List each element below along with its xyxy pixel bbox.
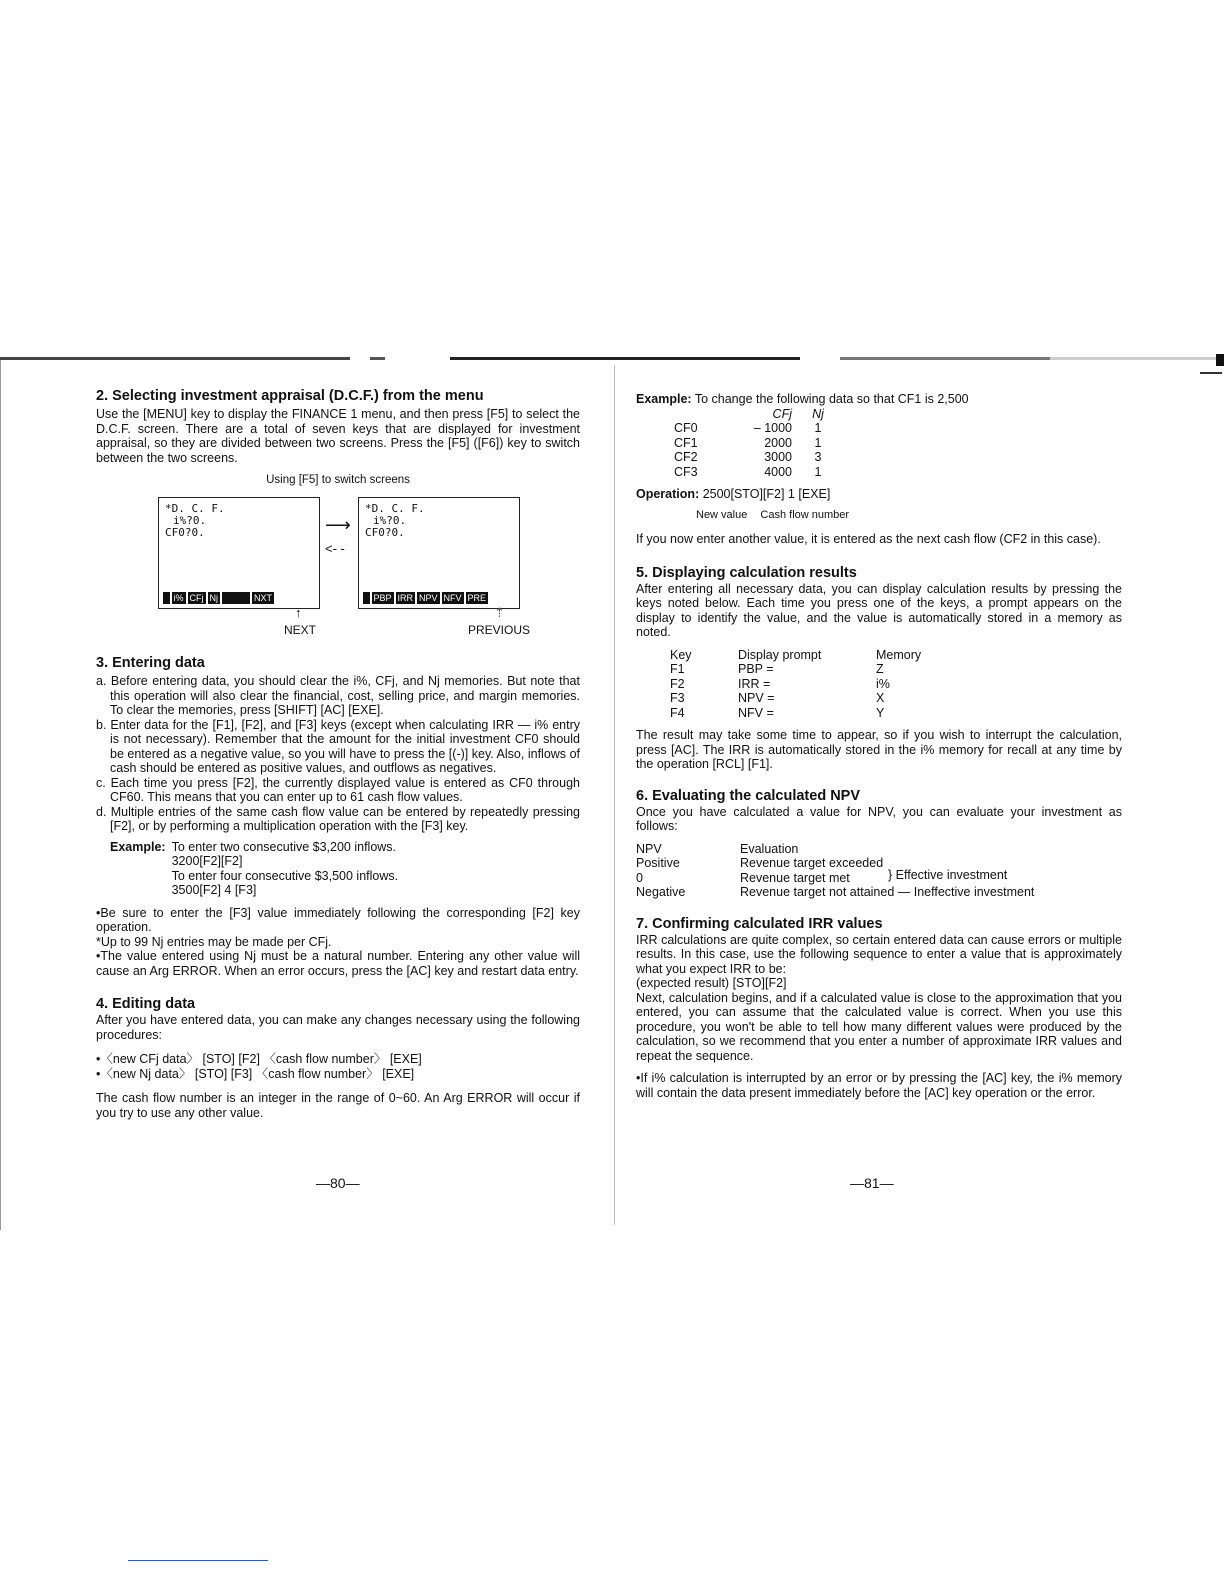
example-1: To enter two consecutive $3,200 inflows. xyxy=(171,839,397,854)
s7-op: (expected result) [STO][F2] xyxy=(636,976,787,990)
new-value-label: New value xyxy=(696,508,748,521)
arrow-left-dashed-icon: <- - xyxy=(325,541,345,556)
s7-note: •If i% calculation is interrupted by an error or by pressing the [AC] key, the i% memory will contain the data present immediately before the [AC] key operation or the error. xyxy=(636,1071,1122,1100)
previous-label: PREVIOUS xyxy=(468,623,531,637)
memory-cell: X xyxy=(876,691,885,705)
npv-cell: Positive xyxy=(636,856,680,870)
prompt-cell: IRR = xyxy=(738,676,771,691)
prompt-cell: NFV = xyxy=(738,705,774,720)
softkey-blank xyxy=(222,592,250,604)
s7-body-2: Next, calculation begins, and if a calculated value is close to the approximation that you entered, you can assume that the calculated value is correct. When you use this procedure, you won't be able to tell how many different values were produced by the calculation, so we recommend that you enter a number of approximate IRR values and repeat the sequence. xyxy=(636,990,1122,1063)
lcd2-softkeys xyxy=(363,592,515,604)
softkey-marker xyxy=(163,592,170,604)
table-row xyxy=(674,436,838,451)
key-cell: F3 xyxy=(670,691,685,705)
lcd-screen-2 xyxy=(358,497,520,609)
key-cell: F1 xyxy=(670,662,685,676)
npv-header: NPV xyxy=(636,841,662,856)
operation-annotations xyxy=(696,508,1122,523)
npv-cell: 0 xyxy=(636,870,643,885)
s3-example xyxy=(110,840,398,898)
example-2: To enter four consecutive $3,500 inflows. xyxy=(171,868,399,883)
s3-item-c: c. Each time you press [F2], the currently displayed value is entered as CF0 through CF60. This means that you can enter up to 61 cash flow values. xyxy=(96,775,580,804)
left-page xyxy=(96,388,580,488)
softkey: NXT xyxy=(254,593,273,603)
cf-cell: CF0 xyxy=(674,421,698,435)
table-row xyxy=(674,450,838,465)
s6-body: Once you have calculated a value for NPV, you can evaluate your investment as follows: xyxy=(636,804,1122,833)
operation-label: Operation: xyxy=(636,487,700,501)
section-2-title: 2. Selecting investment appraisal (D.C.F.) from the menu xyxy=(96,388,484,404)
table-row xyxy=(674,421,838,436)
npv-cell: Revenue target exceeded xyxy=(740,856,884,870)
up-arrow-dotted-icon: ⇡ xyxy=(494,605,505,620)
left-edge-line xyxy=(0,360,1,1230)
left-page-lower xyxy=(96,655,580,1120)
page-number-left: —80— xyxy=(316,1175,360,1191)
corner-mark-dash xyxy=(1200,372,1222,374)
lcd2-line: i%?0. xyxy=(373,514,407,527)
prompt-cell: NPV = xyxy=(738,691,775,705)
cf-cell: 3 xyxy=(814,450,822,464)
cf-cell: 4000 xyxy=(764,464,792,479)
example-label: Example: xyxy=(110,839,166,854)
results-header: Key xyxy=(670,647,692,662)
page-number-right: —81— xyxy=(850,1175,894,1191)
s5-after: The result may take some time to appear, so if you wish to interrupt the calculation, press [AC]. The IRR is automatically stored in the i% memory for recall at any time by the operation [RCL] [F1]. xyxy=(636,728,1122,771)
table-row xyxy=(670,706,921,721)
operation-line xyxy=(636,487,1122,502)
softkey: CFj xyxy=(189,593,204,603)
cf-cell: CF1 xyxy=(674,435,698,450)
cf-table xyxy=(674,407,838,480)
s5-body: After entering all necessary data, you can display calculation results by pressing the keys noted below. Each time you press one of the keys, a prompt appears on the display to identify the value, and the value is automatically stored in a memory as noted. xyxy=(636,581,1122,639)
table-row xyxy=(670,662,921,677)
softkey: NPV xyxy=(419,593,438,603)
section-2-body: Use the [MENU] key to display the FINANCE 1 menu, and then press [F5] to select the D.C.F. screen. There are a total of seven keys that are displayed for investment appraisal, so they are divided between two screens. Press the [F5] ([F6]) key to switch between the two screens. xyxy=(96,407,580,465)
corner-mark xyxy=(1216,354,1224,366)
cf-header: CFj xyxy=(772,406,792,421)
softkey: Nj xyxy=(209,593,219,603)
s3-note-2: *Up to 99 Nj entries may be made per CFj. xyxy=(96,934,332,949)
section-4-title: 4. Editing data xyxy=(96,996,196,1012)
example-2-op: 3500[F2] 4 [F3] xyxy=(171,883,257,897)
results-header: Memory xyxy=(876,647,922,662)
center-fold-line xyxy=(614,365,615,1225)
cf-cell: 1 xyxy=(814,464,822,479)
lcd1-softkeys xyxy=(163,592,315,604)
s3-note-3: •The value entered using Nj must be a natural number. Entering any other value will cause an Arg ERROR. When an error occurs, press the [AC] key and restart data entry. xyxy=(96,949,580,978)
s4-body: After you have entered data, you can make any changes necessary using the following procedures: xyxy=(96,1013,580,1042)
npv-header: Evaluation xyxy=(740,841,799,856)
operation-keys: 2500[STO][F2] 1 [EXE] xyxy=(702,487,831,501)
lcd2-line: *D. C. F. xyxy=(365,502,425,515)
softkey: IRR xyxy=(397,593,414,603)
right-page xyxy=(636,392,1122,1100)
lcd2-line: CF0?0. xyxy=(365,526,405,539)
section-3-title: 3. Entering data xyxy=(96,655,205,671)
section-7-title: 7. Confirming calculated IRR values xyxy=(636,915,883,932)
cf-header xyxy=(674,407,734,422)
section-6-title: 6. Evaluating the calculated NPV xyxy=(636,787,861,804)
s4-footer: The cash flow number is an integer in the range of 0~60. An Arg ERROR will occur if you try to use any other value. xyxy=(96,1091,580,1120)
table-row xyxy=(670,691,921,706)
section-5-title: 5. Displaying calculation results xyxy=(636,564,857,581)
key-cell: F4 xyxy=(670,705,685,720)
cf-header: Nj xyxy=(812,406,824,421)
example-after: If you now enter another value, it is entered as the next cash flow (CF2 in this case). xyxy=(636,532,1101,546)
top-rule xyxy=(0,357,1224,360)
cf-cell: 3000 xyxy=(764,450,792,464)
npv-cell: Revenue target met xyxy=(740,870,850,885)
npv-cell: Negative xyxy=(636,885,686,899)
memory-cell: i% xyxy=(876,676,890,691)
arrow-right-icon: ⟶ xyxy=(325,515,351,535)
lcd1-line: CF0?0. xyxy=(165,526,205,539)
s4-op-1: •〈new CFj data〉 [STO] [F2] 〈cash flow number〉 [EXE] xyxy=(96,1052,422,1066)
memory-cell: Z xyxy=(876,662,884,676)
cf-cell: 1 xyxy=(814,421,822,435)
key-cell: F2 xyxy=(670,676,685,691)
table-row xyxy=(636,885,1034,900)
cf-cell: 1 xyxy=(814,435,822,450)
softkey: PBP xyxy=(373,593,392,603)
lcd1-line: *D. C. F. xyxy=(165,502,225,515)
up-arrow-icon: ↑ xyxy=(295,605,302,620)
s3-item-a: a. Before entering data, you should clear the i%, CFj, and Nj memories. But note that this operation will also clear the financial, cost, selling price, and margin memories. To clear the memories, press [SHIFT] [AC] [EXE]. xyxy=(96,674,580,717)
r-example-text: To change the following data so that CF1 is 2,500 xyxy=(694,392,969,406)
softkey: i% xyxy=(173,593,184,603)
results-header: Display prompt xyxy=(738,647,822,662)
bottom-underline xyxy=(128,1560,268,1561)
cf-cell: – 1000 xyxy=(753,421,792,435)
next-label: NEXT xyxy=(284,623,317,637)
s3-item-b: b. Enter data for the [F1], [F2], and [F3] keys (except when calculating IRR — i% entry is not necessary). Remember that the amount for the initial investment CF0 should be entered as a negative value, so you will have to press the [(-)] key. Also, inflows of cash should be entered as positive values, and outflows as negatives. xyxy=(96,717,580,775)
screens-caption: Using [F5] to switch screens xyxy=(266,474,410,486)
cf-cell: 2000 xyxy=(764,435,792,450)
example-1-op: 3200[F2][F2] xyxy=(171,854,243,868)
cf-cell: CF3 xyxy=(674,464,698,479)
effective-brace: } Effective investment xyxy=(888,868,1008,882)
softkey: PRE xyxy=(467,593,487,603)
cash-flow-number-label: Cash flow number xyxy=(760,508,850,521)
results-table xyxy=(670,648,921,721)
npv-cell: Revenue target not attained — Ineffective investment xyxy=(740,885,1035,899)
r-example-label: Example: xyxy=(636,392,692,406)
cf-cell: CF2 xyxy=(674,450,698,464)
r-example-line xyxy=(636,392,1122,407)
s3-item-d: d. Multiple entries of the same cash flow value can be entered by repeatedly pressing [F2], or by performing a multiplication operation with the [F3] key. xyxy=(96,804,580,833)
table-row xyxy=(670,677,921,692)
s7-body: IRR calculations are quite complex, so certain entered data can cause errors or multiple results. In this case, use the following sequence to enter a value that is approximately what you expect IRR to be: xyxy=(636,932,1122,976)
table-row xyxy=(674,465,838,480)
softkey-marker xyxy=(363,592,370,604)
softkey: NFV xyxy=(443,593,462,603)
memory-cell: Y xyxy=(876,705,885,720)
s3-note-1: •Be sure to enter the [F3] value immediately following the corresponding [F2] key operation. xyxy=(96,905,580,934)
prompt-cell: PBP = xyxy=(738,662,774,676)
lcd1-line: i%?0. xyxy=(173,514,207,527)
s4-op-2: •〈new Nj data〉 [STO] [F3] 〈cash flow number〉 [EXE] xyxy=(96,1066,415,1081)
lcd-screen-1 xyxy=(158,497,320,609)
